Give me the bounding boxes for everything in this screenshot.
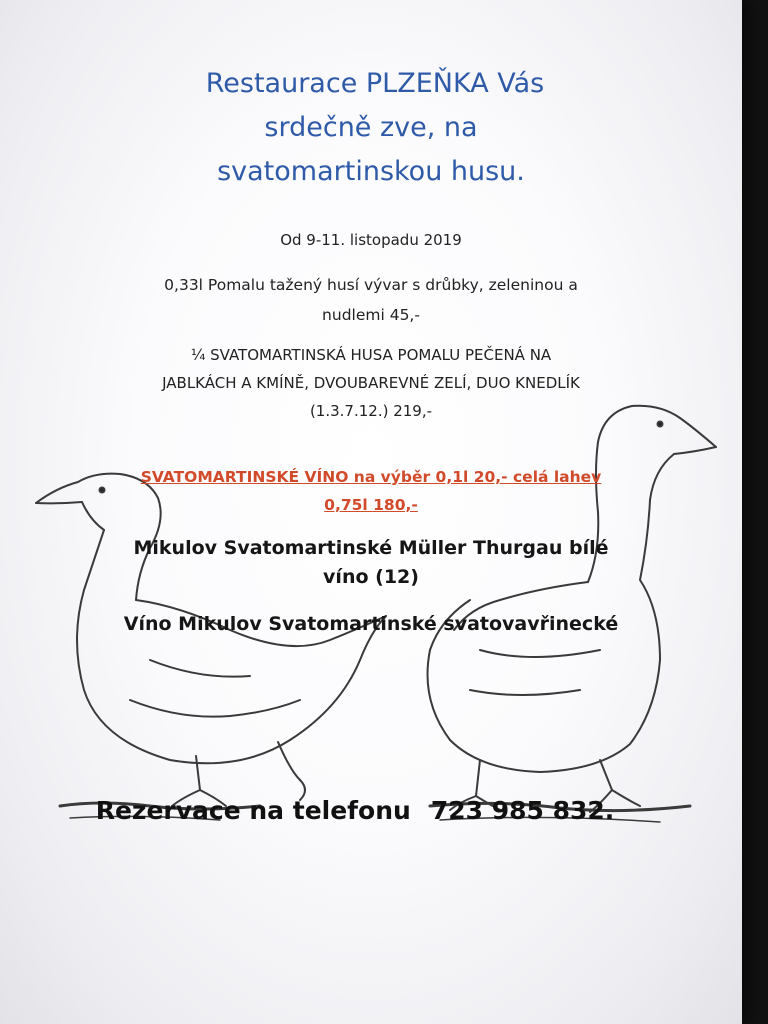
left-goose-drawing xyxy=(36,474,386,820)
event-dates: Od 9-11. listopadu 2019 xyxy=(280,231,462,249)
reservation-line xyxy=(0,794,726,828)
goose-menu-item xyxy=(0,341,742,425)
title-line-2: srdečně zve, na xyxy=(264,112,478,143)
mueller-line-2: víno (12) xyxy=(323,566,419,588)
soup-menu-item xyxy=(0,270,742,330)
title-line-3: svatomartinskou husu. xyxy=(217,156,525,187)
soup-line-2: nudlemi 45,- xyxy=(322,306,420,324)
soup-line-1: 0,33l Pomalu tažený husí vývar s drůbky, zeleninou a xyxy=(164,276,578,294)
mueller-thurgau-wine xyxy=(0,534,742,592)
goose-line-2: JABLKÁCH A KMÍNĚ, DVOUBAREVNÉ ZELÍ, DUO KNEDLÍK xyxy=(162,374,580,392)
poster-title xyxy=(0,62,742,194)
wine-offer-line-2: 0,75l 180,- xyxy=(324,496,418,514)
svatovavrinecke-wine: Víno Mikulov Svatomartinské svatovavřinecké xyxy=(123,613,619,635)
goose-line-1: ¼ SVATOMARTINSKÁ HUSA POMALU PEČENÁ NA xyxy=(190,346,552,364)
mueller-line-1: Mikulov Svatomartinské Müller Thurgau bílé xyxy=(133,537,609,559)
goose-line-3: (1.3.7.12.) 219,- xyxy=(309,402,433,420)
wine-offer xyxy=(0,463,742,519)
title-line-1: Restaurace PLZEŇKA Vás xyxy=(205,68,545,99)
reservation-label: Rezervace na telefonu xyxy=(95,796,411,825)
phone-number: 723 985 832. xyxy=(430,796,615,825)
wine-offer-line-1: SVATOMARTINSKÉ VÍNO na výběr 0,1l 20,- celá lahev xyxy=(140,468,602,486)
